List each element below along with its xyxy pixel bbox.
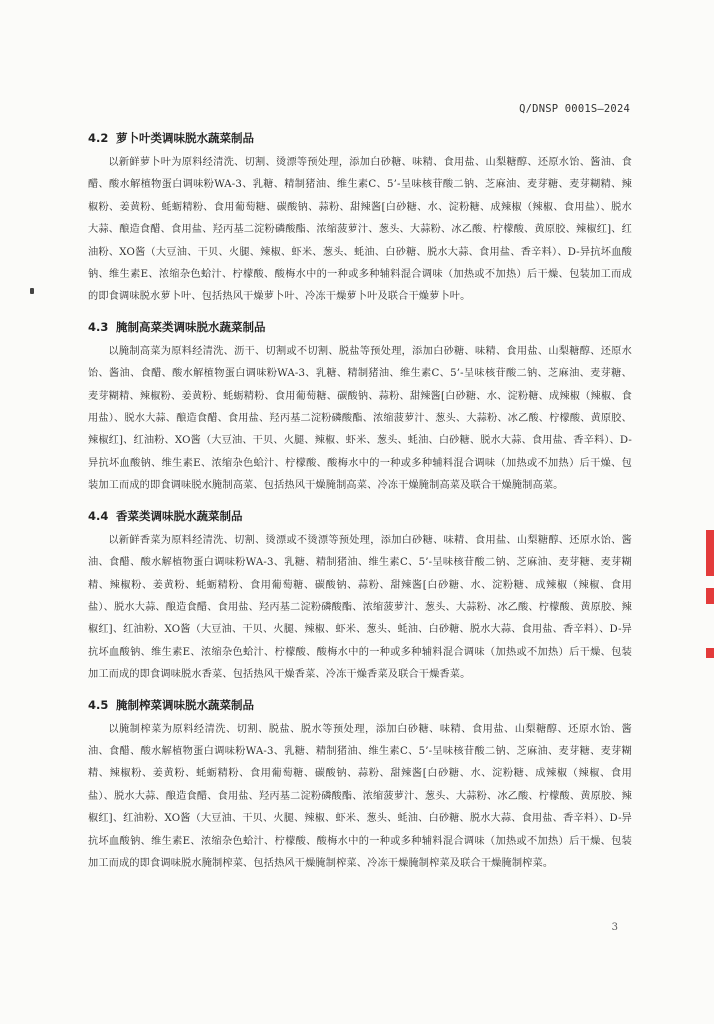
- section-body: 以腌制高菜为原料经清洗、沥干、切割或不切割、脱盐等预处理，添加白砂糖、味精、食用盐、山梨糖醇、还原水饴、酱油、食醋、酸水解植物蛋白调味粉WA-3、乳糖、精制猪油、维生素C、5’-呈味核苷酸二钠、芝麻油、麦芽糖、麦芽糊精、辣椒粉、姜黄粉、蚝蛎精粉、食用葡萄糖、碳酸钠、蒜粉、甜辣酱[白砂糖、水、淀粉糖、成辣椒（辣椒、食用盐）、脱水大蒜、酿造食醋、食用盐、羟丙基二淀粉磷酸酯、浓缩菠萝汁、葱头、大蒜粉、冰乙酸、柠檬酸、黄原胶、辣椒红]、红油粉、XO酱（大豆油、干贝、火腿、辣椒、虾米、葱头、蚝油、白砂糖、脱水大蒜、食用盐、香辛料）、D-异抗坏血酸钠、维生素E、浓缩杂色蛤汁、柠檬酸、酸梅水中的一种或多种辅料混合调味（加热或不加热）后干燥、包装加工而成的即食调味脱水腌制高菜、包括热风干燥腌制高菜、冷冻干燥腌制高菜及联合干燥腌制高菜。: [88, 345, 632, 492]
- section-number: 4.2: [88, 131, 109, 145]
- section-title: 腌制榨菜调味脱水蔬菜制品: [116, 697, 254, 712]
- document-content: [88, 128, 632, 883]
- section-number: 4.3: [88, 319, 109, 334]
- section-heading: [88, 128, 632, 148]
- section-title: 萝卜叶类调味脱水蔬菜制品: [116, 131, 254, 145]
- section-title: 腌制高菜类调味脱水蔬菜制品: [116, 319, 266, 334]
- section-4-3: [88, 317, 632, 498]
- section-number: 4.5: [88, 697, 109, 712]
- section-title: 香菜类调味脱水蔬菜制品: [116, 508, 243, 523]
- section-4-2: [88, 128, 632, 309]
- section-4-5: [88, 695, 632, 876]
- section-4-4: [88, 506, 632, 687]
- seal-stamp-edge: [706, 588, 714, 604]
- page-number: 3: [611, 922, 618, 933]
- section-body: 以新鲜萝卜叶为原料经清洗、切割、烫漂等预处理，添加白砂糖、味精、食用盐、山梨糖醇、还原水饴、酱油、食醋、酸水解植物蛋白调味粉WA-3、乳糖、精制猪油、维生素C、5’-呈味核苷酸二钠、芝麻油、麦芽糖、麦芽糊精、辣椒粉、姜黄粉、蚝蛎精粉、食用葡萄糖、碳酸钠、蒜粉、甜辣酱[白砂糖、水、淀粉糖、成辣椒（辣椒、食用盐）、脱水大蒜、酿造食醋、食用盐、羟丙基二淀粉磷酸酯、浓缩菠萝汁、葱头、大蒜粉、冰乙酸、柠檬酸、黄原胶、辣椒红]、红油粉、XO酱（大豆油、干贝、火腿、辣椒、虾米、葱头、蚝油、白砂糖、脱水大蒜、食用盐、香辛料）、D-异抗坏血酸钠、维生素E、浓缩杂色蛤汁、柠檬酸、酸梅水中的一种或多种辅料混合调味（加热或不加热）后干燥、包装加工而成的即食调味脱水萝卜叶、包括热风干燥萝卜叶、冷冻干燥萝卜叶及联合干燥萝卜叶。: [88, 157, 632, 303]
- document-code: Q/DNSP 0001S—2024: [519, 103, 630, 115]
- section-heading: [88, 506, 632, 526]
- seal-stamp-edge: [706, 648, 714, 658]
- section-body: 以新鲜香菜为原料经清洗、切割、烫漂或不烫漂等预处理，添加白砂糖、味精、食用盐、山梨糖醇、还原水饴、酱油、食醋、酸水解植物蛋白调味粉WA-3、乳糖、精制猪油、维生素C、5’-呈味核苷酸二钠、芝麻油、麦芽糖、麦芽糊精、辣椒粉、姜黄粉、蚝蛎精粉、食用葡萄糖、碳酸钠、蒜粉、甜辣酱[白砂糖、水、淀粉糖、成辣椒（辣椒、食用盐）、脱水大蒜、酿造食醋、食用盐、羟丙基二淀粉磷酸酯、浓缩菠萝汁、葱头、大蒜粉、冰乙酸、柠檬酸、黄原胶、辣椒红]、红油粉、XO酱（大豆油、干贝、火腿、辣椒、虾米、葱头、蚝油、白砂糖、脱水大蒜、食用盐、香辛料）、D-异抗坏血酸钠、维生素E、浓缩杂色蛤汁、柠檬酸、酸梅水中的一种或多种辅料混合调味（加热或不加热）后干燥、包装加工而成的即食调味脱水香菜、包括热风干燥香菜、冷冻干燥香菜及联合干燥香菜。: [88, 534, 632, 681]
- section-heading: [88, 695, 632, 715]
- section-heading: [88, 317, 632, 337]
- margin-mark: [30, 288, 34, 294]
- section-number: 4.4: [88, 508, 109, 523]
- section-body: 以腌制榨菜为原料经清洗、切割、脱盐、脱水等预处理，添加白砂糖、味精、食用盐、山梨糖醇、还原水饴、酱油、食醋、酸水解植物蛋白调味粉WA-3、乳糖、精制猪油、维生素C、5’-呈味核苷酸二钠、芝麻油、麦芽糖、麦芽糊精、辣椒粉、姜黄粉、蚝蛎精粉、食用葡萄糖、碳酸钠、蒜粉、甜辣酱[白砂糖、水、淀粉糖、成辣椒（辣椒、食用盐）、脱水大蒜、酿造食醋、食用盐、羟丙基二淀粉磷酸酯、浓缩菠萝汁、葱头、大蒜粉、冰乙酸、柠檬酸、黄原胶、辣椒红]、红油粉、XO酱（大豆油、干贝、火腿、辣椒、虾米、葱头、蚝油、白砂糖、脱水大蒜、食用盐、香辛料）、D-异抗坏血酸钠、维生素E、浓缩杂色蛤汁、柠檬酸、酸梅水中的一种或多种辅料混合调味（加热或不加热）后干燥、包装加工而成的即食调味脱水腌制榨菜、包括热风干燥腌制榨菜、冷冻干燥腌制榨菜及联合干燥腌制榨菜。: [88, 723, 632, 869]
- seal-stamp-edge: [706, 530, 714, 576]
